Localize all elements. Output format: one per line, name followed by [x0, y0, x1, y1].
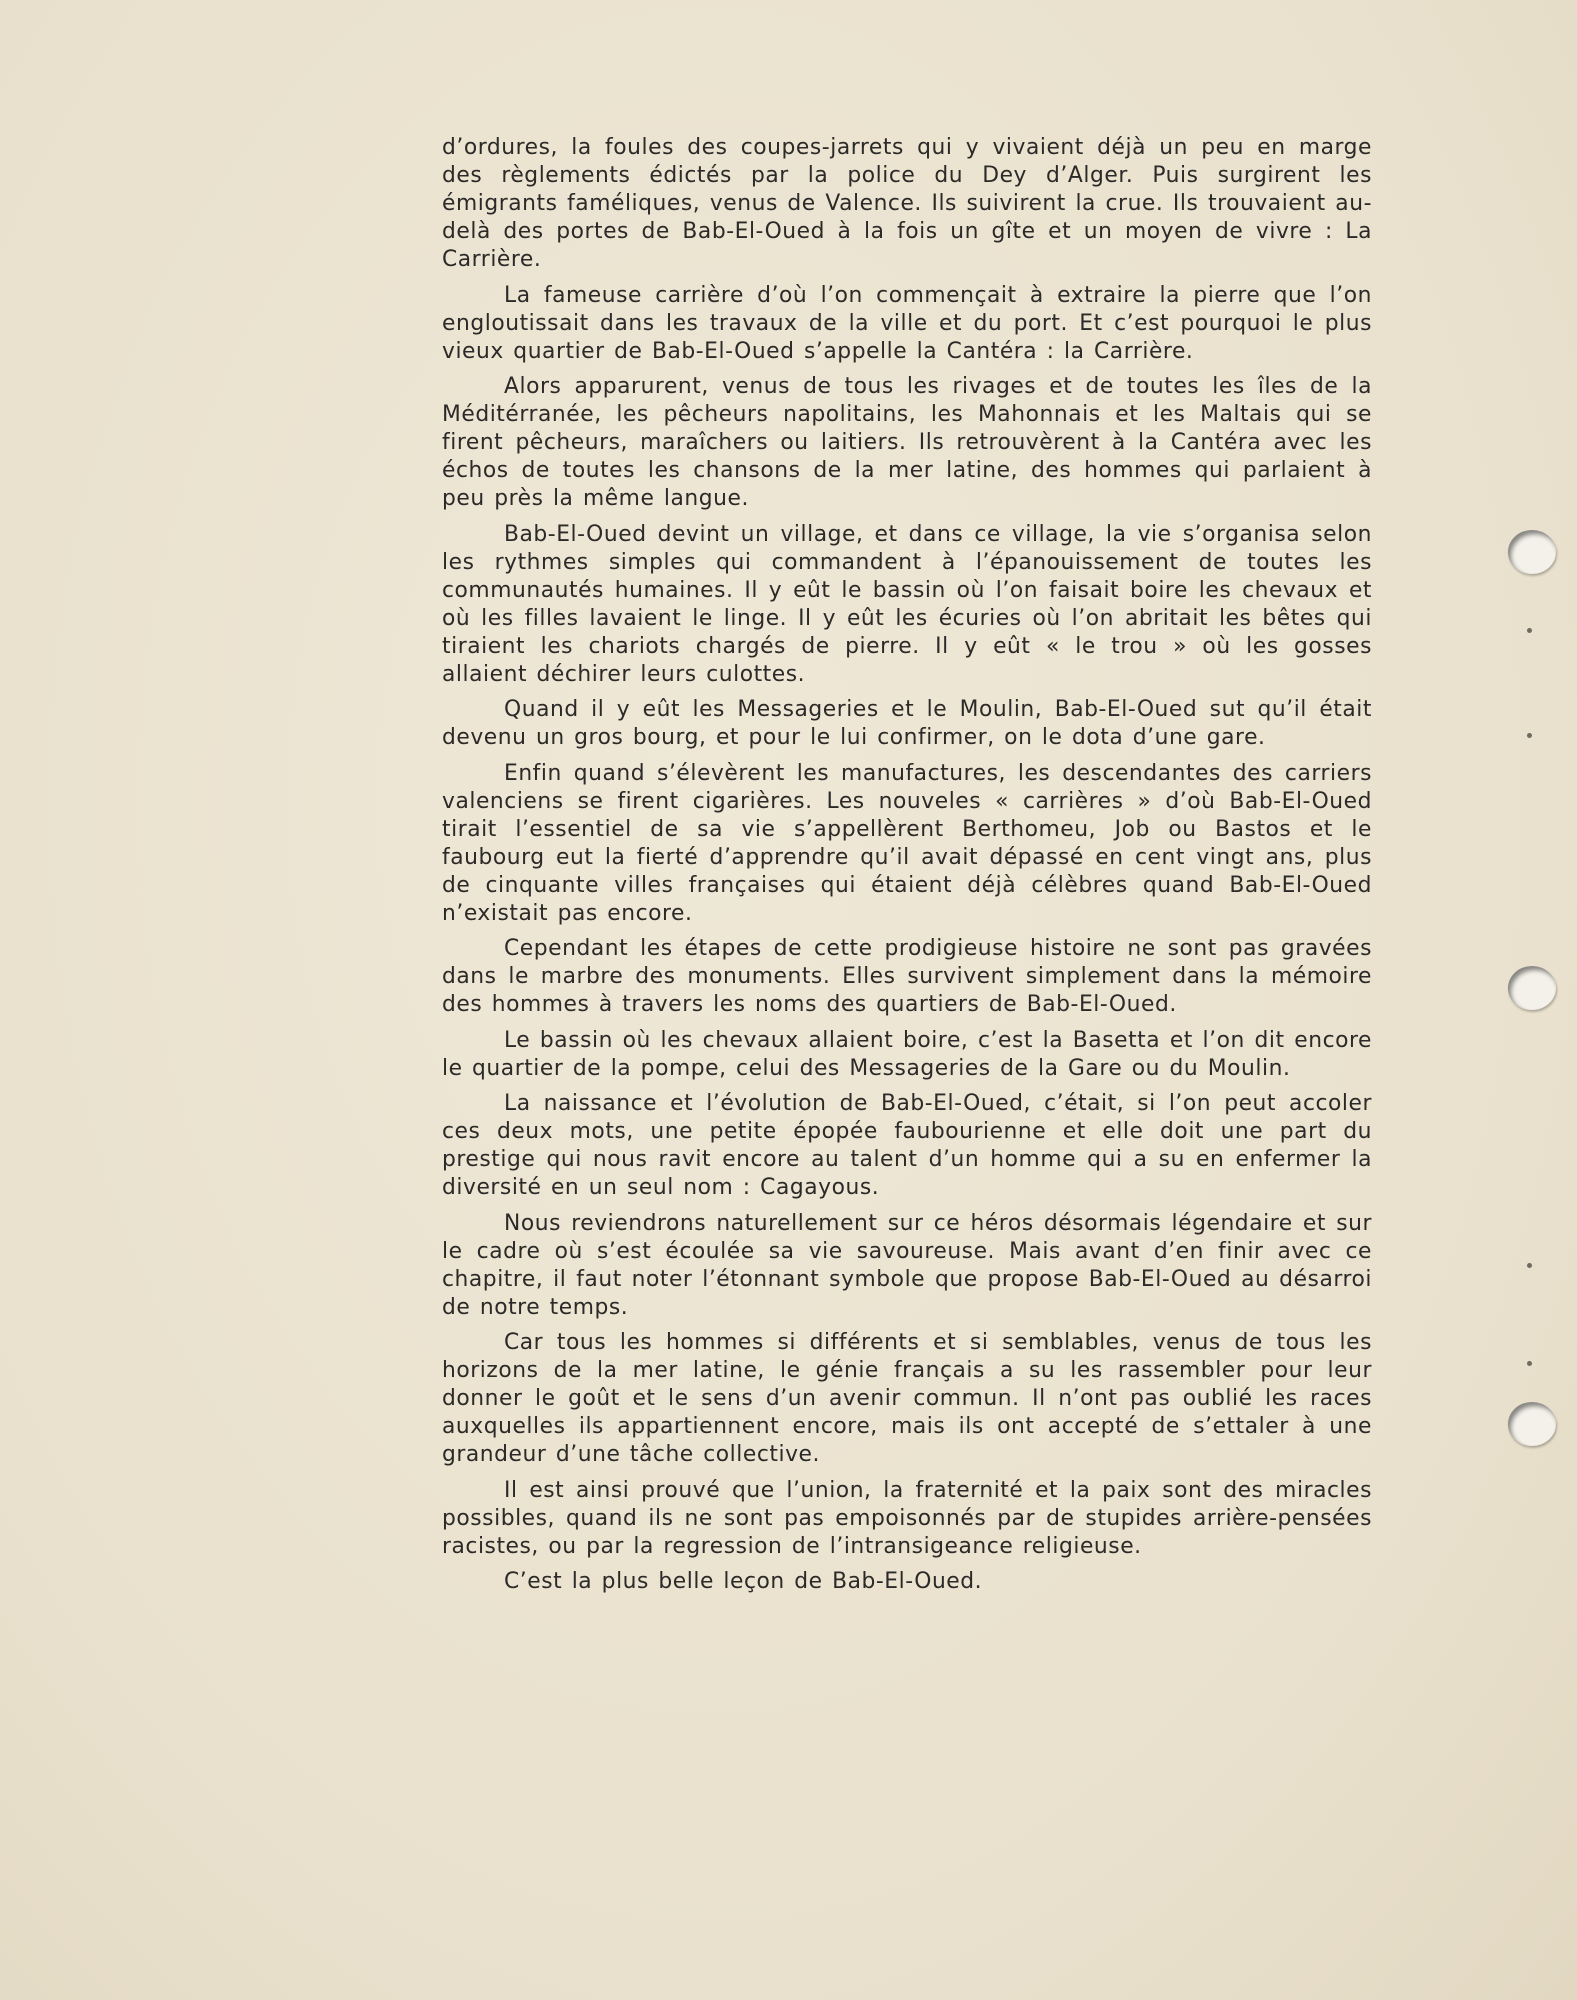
paragraph-11: Car tous les hommes si différents et si semblables, venus de tous les horizons de la mer latine, le génie français a su les rassembler pour leur donner le goût et le sens d’un avenir commun. Il n’ont pas oublié les races auxquelles ils appartiennent encore, mais ils ont accepté de s’ettaler à une grandeur d’une tâche collective. — [442, 1330, 1372, 1467]
paragraph-4: Bab-El-Oued devint un village, et dans ce village, la vie s’organisa selon les rythmes simples qui commandent à l’épanouissement de toutes les communautés humaines. Il y eût le bassin où l’on faisait boire les chevaux et où les filles lavaient le linge. Il y eût les écuries où l’on abritait les bêtes qui tiraient les chariots chargés de pierre. Il y eût « le trou » où les gosses allaient déchirer leurs culottes. — [442, 521, 1372, 687]
paper-speck — [1527, 1263, 1532, 1268]
paragraph-2: La fameuse carrière d’où l’on commençait à extraire la pierre que l’on engloutissait dans les travaux de la ville et du port. Et c’est pourquoi le plus vieux quartier de Bab-El-Oued s’appelle la Cantéra : la Carrière. — [442, 282, 1372, 364]
paragraph-13: C’est la plus belle leçon de Bab-El-Oued. — [504, 1569, 983, 1594]
paragraph-1: d’ordures, la foules des coupes-jarrets qui y vivaient déjà un peu en marge des règlements édictés par la police du Dey d’Alger. Puis surgirent les émigrants faméliques, venus de Valence. Ils suivirent la crue. Ils trouvaient au-delà des portes de Bab-El-Oued à la fois un gîte et un moyen de vivre : La Carrière. — [442, 135, 1372, 272]
paragraph-12: Il est ainsi prouvé que l’union, la fraternité et la paix sont des miracles possibles, quand ils ne sont pas empoisonnés par de stupides arrière-pensées racistes, ou par la regression de l’intransigeance religieuse. — [442, 1477, 1372, 1559]
paper-speck — [1527, 628, 1532, 633]
paragraph-8: Le bassin où les chevaux allaient boire, c’est la Basetta et l’on dit encore le quartier de la pompe, celui des Messageries de la Gare ou du Moulin. — [442, 1027, 1372, 1081]
body-text — [442, 134, 1372, 1604]
paragraph-7: Cependant les étapes de cette prodigieuse histoire ne sont pas gravées dans le marbre des monuments. Elles survivent simplement dans la mémoire des hommes à travers les noms des quartiers de Bab-El-Oued. — [442, 936, 1372, 1017]
paragraph-9: La naissance et l’évolution de Bab-El-Oued, c’était, si l’on peut accoler ces deux mots, une petite épopée faubourienne et elle doit une part du prestige qui nous ravit encore au talent d’un homme qui a su en enfermer la diversité en un seul nom : Cagayous. — [442, 1091, 1372, 1200]
paragraph-6: Enfin quand s’élevèrent les manufactures, les descendantes des carriers valenciens se firent cigarières. Les nouveles « carrières » d’où Bab-El-Oued tirait l’essentiel de sa vie s’appellèrent Berthomeu, Job ou Bastos et le faubourg eut la fierté d’apprendre qu’il avait dépassé en cent vingt ans, plus de cinquante villes françaises qui étaient déjà célèbres quand Bab-El-Oued n’existait pas encore. — [442, 760, 1372, 926]
binder-hole-bottom — [1508, 1402, 1556, 1446]
paper-speck — [1527, 733, 1532, 738]
paper-speck — [1527, 1361, 1532, 1366]
binder-hole-top — [1508, 530, 1556, 574]
paragraph-5: Quand il y eût les Messageries et le Moulin, Bab-El-Oued sut qu’il était devenu un gros bourg, et pour le lui confirmer, on le dota d’une gare. — [442, 697, 1372, 750]
paragraph-3: Alors apparurent, venus de tous les rivages et de toutes les îles de la Méditérranée, les pêcheurs napolitains, les Mahonnais et les Maltais qui se firent pêcheurs, maraîchers ou laitiers. Ils retrouvèrent à la Cantéra avec les échos de toutes les chansons de la mer latine, des hommes qui parlaient à peu près la même langue. — [442, 374, 1372, 511]
paragraph-10: Nous reviendrons naturellement sur ce héros désormais légendaire et sur le cadre où s’est écoulée sa vie savoureuse. Mais avant d’en finir avec ce chapitre, il faut noter l’étonnant symbole que propose Bab-El-Oued au désarroi de notre temps. — [442, 1210, 1372, 1320]
binder-hole-middle — [1508, 966, 1556, 1010]
